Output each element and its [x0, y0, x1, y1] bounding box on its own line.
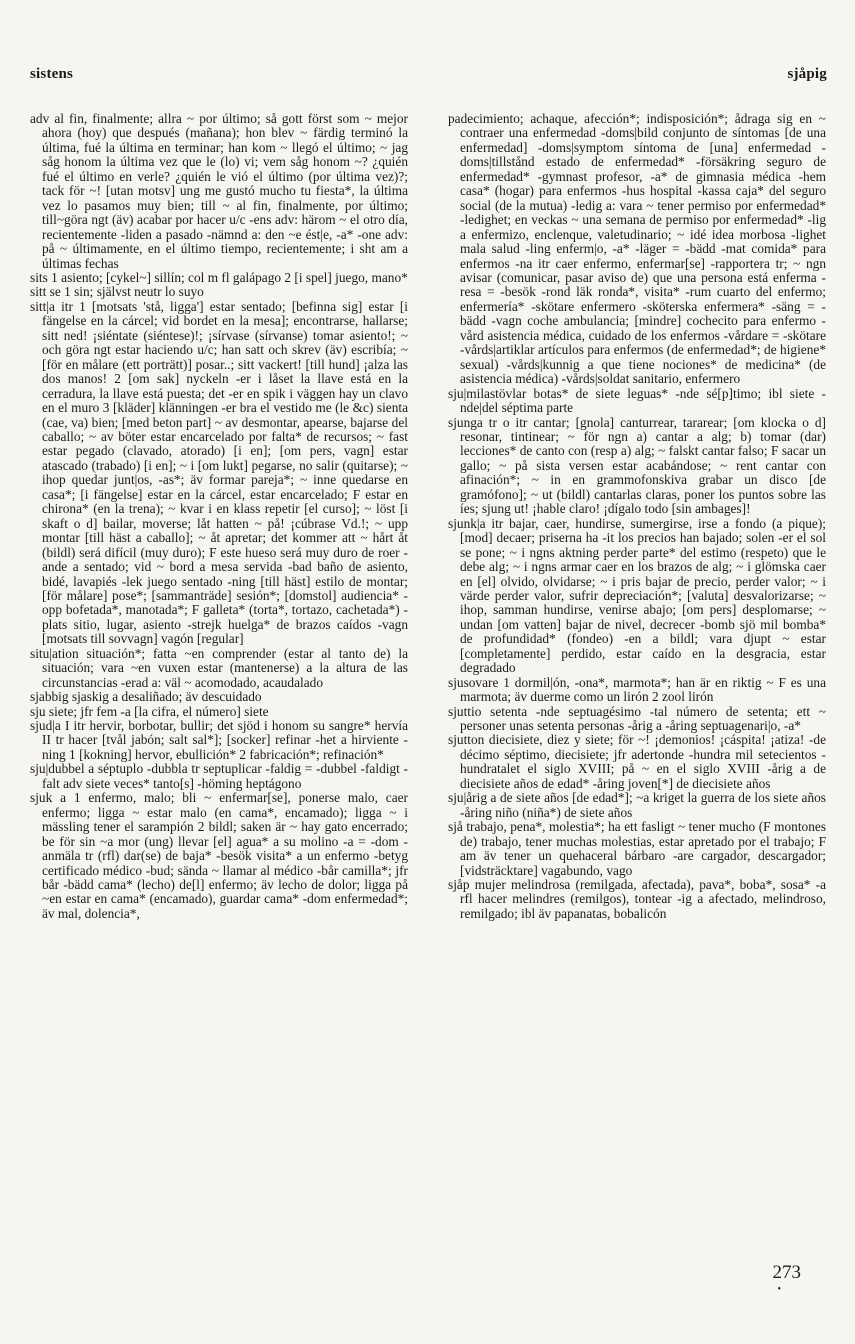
left-column	[30, 112, 408, 921]
dictionary-entry: adv al fin, finalmente; allra ~ por último; så gott först som ~ mejor ahora (hoy) que después (mañana); hon blev ~ färdig terminó la última, fué la última en terminar; han kom ~ llegó el último; ~ jag såg honom la última vez que le (lo) vi; vem såg honom ~? ¿quién fué el último en verle? ¿quién le vió el último (por última vez)?; tack för ~! [utan motsv] ung me gustó mucho tu fiesta*, la última vez lo pasamos muy bien; till ~ al fin, finalmente, por último; till~göra ngt (äv) acabar por hacer u/c -ens adv: härom ~ el otro día, recientemente -liden a pasado -nämnd a: den ~e ést|e, -a* -one adv: på ~ últimamente, en el último tiempo, recientemente; i sht am a últimas fechas	[30, 111, 408, 271]
dictionary-entry: sjud|a I itr hervir, borbotar, bullir; det sjöd i honom su sangre* hervía II tr hacer [tvål jabón; salt sal*]; [socker] refinar -het a hirviente -ning 1 [kokning] hervor, ebullición* 2 fabricación*; refinación*	[30, 718, 408, 762]
dictionary-entry: sjunk|a itr bajar, caer, hundirse, sumergirse, irse a fondo (a pique); [mod] decaer; priserna ha -it los precios han bajado; solen -er el sol se pone; ~ i ngns aktning perder parte* del estimo (respeto) que le debe alg; ~ i ngns armar caer en los brazos de alg; ~ i glömska caer en [el] olvido, olvidarse; ~ i pris bajar de precio, perder valor; ~ i värde perder valor, sufrir depreciación*; [valuta] desvalorizarse; ~ ihop, samman hundirse, venirse abajo; [om pers] desplomarse; ~ undan [om vatten] bajar de nivel, decrecer -bomb sjö mil bomba* de profundidad* (fondeo) -en a bildl; vara djupt ~ estar [completamente] perdido, estar caído en la desgracia, estar degradado	[448, 515, 826, 676]
right-column	[448, 112, 826, 921]
dictionary-entry: sjå trabajo, pena*, molestia*; ha ett fasligt ~ tener mucho (F montones de) trabajo, tener muchas molestias, estar apretado por el trabajo; F am äv tener un quehaceral bárbaro -are cargador, descargador; [vidsträcktare] vagabundo, vago	[448, 819, 826, 878]
dictionary-entry: sjabbig sjaskig a desaliñado; äv descuidado	[30, 689, 262, 705]
dictionary-entry: padecimiento; achaque, afección*; indisposición*; ådraga sig en ~ contraer una enfermedad -doms|bild conjunto de síntomas [de una enfermedad] -doms|symptom síntoma de [una] enfermedad -doms|tillstånd estado de enfermedad* -försäkring seguro de enfermedad* -gymnast profesor, -a* de gimnasia médica -hem casa* (hogar) para enfermos -hus hospital -kassa caja* del seguro social (de la mutua) -ledig a: vara ~ tener permiso por enfermedad* -ledighet; en veckas ~ una semana de permiso por enfermedad* -lig a enfermizo, enclenque, valetudinario; ~ idé idea morbosa -lighet mala salud -ling enferm|o, -a* -läger = -bädd -mat comida* para enfermos -na itr caer enfermo, enfermar[se] -rapportera tr; ~ ngn avisar (comunicar, pasar aviso de) que una persona está enferma -resa = -besök -rond läk ronda*, visita* -rum cuarto del enfermo; enfermería* -skötare enfermero -sköterska enfermera* -säng = -bädd -vagn coche ambulancia; [mindre] cochecito para enfermo -vård asistencia médica, cuidado de los enfermos -vårdare = -skötare -vårds|artiklar artículos para enfermos (de enfermedad*; de higiene* sexual) -vårds|kunnig a que tiene nociones* de medicina* (de asistencia médica) -vårds|soldat sanitario, enfermero	[448, 111, 826, 387]
dictionary-entry: sitt|a itr 1 [motsats 'stå, ligga'] estar sentado; [befinna sig] estar [i fängelse en la cárcel; vid bordet en la mesa]; encontrarse, hallarse; sitt ned! ¡siéntate (siéntese)!; ¡sírvase (sírvanse) tomar asiento!; ~ och göra ngt estar haciendo u/c; han satt och skrev (äv) escribía; ~ [för en målare (ett porträtt)] posar..; sitt vackert! [till hund] ¡alza las dos manos! 2 [om sak] nyckeln -er i låset la llave está en la cerradura, la llave está puesta; det -er en spik i väggen hay un clavo en el muro 3 [kläder] klänningen -er bra el vestido me (le &c) sienta (cae, va) bien; [med beton part] ~ av desmontar, apearse, bajarse del caballo; ~ av böter estar encarcelado por falta* de recursos; ~ fast estar pegado (clavado, atorado) [i en]; [om pers, vagn] estar atascado (trabado) [i en]; ~ i [om lukt] pegarse, no salir (quitarse); ~ ihop quedar junt|os, -as*; äv formar pareja*; ~ inne quedarse en casa*; [i fängelse] estar en la cárcel, estar encarcelado; F estar en chirona* (en la trena); ~ kvar i en klass repetir [el curso]; ~ löst [i skaft o d] bailar, moverse; låt hatten ~ på! ¡cúbrase Vd.!; ~ upp montar [till häst a caballo]; ~ åt apretar; det kommer att ~ hårt åt (bildl) será difícil (muy duro); F este hueso será muy duro de roer -ande a sentado; vid ~ bord a mesa servida -bad baño de asiento, bidé, lavapiés -lek juego sentado -ning [till häst] estilo de montar; [för målare] pose*; [sammanträde] sesión*; [domstol] audiencia* -opp bofetada*, manotada*; F galleta* (torta*, tortazo, cachetada*) -plats sitio, lugar, asiento -strejk huelga* de brazos caídos -vagn [motsats till sovvagn] vagón [regular]	[30, 298, 408, 647]
dictionary-entry: situ|ation situación*; fatta ~en comprender (estar al tanto de) la situación; vara ~en vuxen estar (mantenerse) a la altura de las circunstancias -erad a: väl ~ acomodado, acaudalado	[30, 645, 408, 690]
dictionary-entry: sju|årig a de siete años [de edad*]; ~a kriget la guerra de los siete años -åring niño (niña*) de siete años	[448, 790, 826, 820]
dictionary-entry: sjunga tr o itr cantar; [gnola] canturrear, tararear; [om klocka o d] resonar, tintinear; ~ för ngn a) cantar a alg; b) tomar (dar) lecciones* de canto con (resp a) alg; ~ falskt cantar falso; F sacar un gallo; ~ på sista versen estar acabándose; ~ rent cantar con afinación*; ~ in en grammofonskiva grabar un disco [de gramófono]; ~ ut (bildl) cantarlas claras, poner los puntos sobre las íes; sjung ut! ¡hable claro! ¡dígalo todo [sin ambages]!	[448, 414, 826, 517]
header-left-guideword: sistens	[30, 66, 74, 82]
dictionary-entry: sjuttio setenta -nde septuagésimo -tal número de setenta; ett ~ personer unas setenta personas -årig a -åring septuagenari|o, -a*	[448, 703, 826, 734]
footer-mark: •	[777, 1284, 781, 1295]
dictionary-entry: sjutton diecisiete, diez y siete; för ~! ¡demonios! ¡cáspita! ¡atiza! -de décimo séptimo, diecisiete; jfr adertonde -hundra mil setecientos -hundratalet el siglo XVIII; på ~ en el siglo XVIII -årig a de diecisiete años de edad* -åring joven[*] de diecisiete años	[448, 732, 826, 791]
header-right-guideword: sjåpig	[787, 66, 827, 82]
dictionary-entry: sits 1 asiento; [cykel~] sillín; col m fl galápago 2 [i spel] juego, mano*	[30, 269, 408, 285]
dictionary-entry: sju siete; jfr fem -a [la cifra, el número] siete	[30, 703, 269, 719]
dictionary-entry: sjuk a 1 enfermo, malo; bli ~ enfermar[se], ponerse malo, caer enfermo; ligga ~ estar malo (en cama*, encamado); ligga ~ i mässling tener el sarampión 2 bildl; saken är ~ hay gato encerrado; be för sin ~a mor (ung) llevar [el] agua* a su molino -a = -dom -anmäla tr (rfl) dar(se) de baja* -besök visita* a un enfermo -betyg certificado médico -bud; sända ~ llamar al médico -bår camilla*; jfr bår -bädd cama* (lecho) de[l] enfermo; äv lecho de dolor; ligga på ~en estar en cama* (encamado), guardar cama* -dom enfermedad*; äv mal, dolencia*,	[30, 790, 408, 921]
dictionary-entry: sju|dubbel a séptuplo -dubbla tr septuplicar -faldig = -dubbel -faldigt -falt adv siete veces* tanto[s] -höming heptágono	[30, 761, 408, 791]
page-number: 273	[772, 1262, 801, 1283]
dictionary-entry: sjåp mujer melindrosa (remilgada, afectada), pava*, boba*, sosa* -a rfl hacer melindres (remilgos), tontear -ig a afectado, melindroso, remilgado; ibl äv papanatas, bobalicón	[448, 877, 826, 921]
dictionary-entry: sjusovare 1 dormil|ón, -ona*, marmota*; han är en riktig ~ F es una marmota; äv duerme como un lirón 2 zool lirón	[448, 674, 826, 705]
dictionary-entry: sju|milastövlar botas* de siete leguas* -nde sé[p]timo; ibl siete -nde|del séptima parte	[448, 385, 826, 416]
dictionary-entry: sitt se 1 sin; självst neutr lo suyo	[30, 284, 204, 300]
